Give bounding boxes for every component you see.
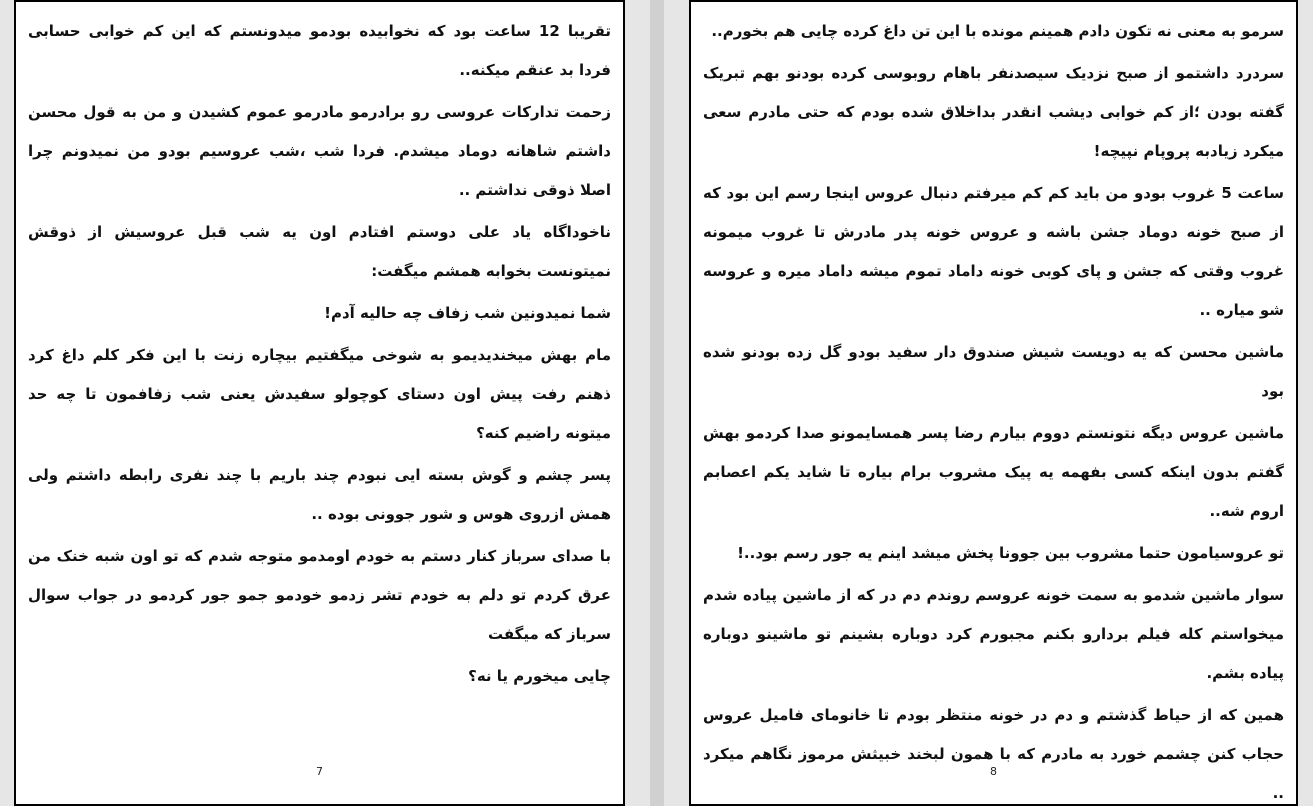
- paragraph: سوار ماشین شدمو به سمت خونه عروسم روندم دم در که از ماشین پیاده شدم میخواستم کله فیلم بردارو بکنم مجبورم کرد دوباره بشینم تو ماشینو دوباره پیاده بشم.: [703, 586, 1284, 682]
- page-7: [14, 0, 625, 806]
- paragraph: تو عروسیامون حتما مشروب بین جوونا پخش میشد اینم یه جور رسم بود..!: [737, 544, 1284, 562]
- paragraph: با صدای سرباز کنار دستم به خودم اومدمو متوجه شدم که تو اون شبه خنک من عرق کردم تو دلم به خودم تشر زدمو خودمو جمو جور کردمو در جواب سوال سرباز که میگفت: [28, 547, 611, 643]
- page-number: 8: [990, 765, 997, 778]
- paragraph: سرمو به معنی نه تکون دادم همینم مونده با این تن داغ کرده چایی هم بخورم..: [711, 22, 1284, 40]
- page-text: [703, 12, 1284, 806]
- page-text: [28, 12, 611, 696]
- paragraph: ماشین عروس دیگه نتونستم دووم بیارم رضا پسر همسایمونو صدا کردمو بهش گفتم بدون اینکه کسی بفهمه یه پیک مشروب برام بیاره تا شاید یکم اعصابم اروم شه..: [703, 424, 1284, 520]
- paragraph: چایی میخورم یا نه؟: [468, 667, 611, 685]
- paragraph: تقریبا 12 ساعت بود که نخوابیده بودمو میدونستم که این کم خوابی حسابی فردا بد عنقم میکنه..: [28, 22, 611, 79]
- page-8: [689, 0, 1298, 806]
- paragraph: ناخوداگاه یاد علی دوستم افتادم اون یه شب قبل عروسیش از ذوقش نمیتونست بخوابه همشم میگفت:: [28, 223, 611, 280]
- page-separator: [650, 0, 664, 806]
- paragraph: پسر چشم و گوش بسته ایی نبودم چند باریم با چند نفری رابطه داشتم ولی همش ازروی هوس و شور جوونی بوده ..: [28, 466, 611, 523]
- paragraph: شما نمیدونین شب زفاف چه حالیه آدم!: [324, 304, 611, 322]
- paragraph: همین که از حیاط گذشتم و دم در خونه منتظر بودم تا خانومای فامیل عروس حجاب کنن چشمم خورد به مادرم که با همون لبخند خبیثش مرموز نگاهم میکرد ..: [703, 706, 1284, 802]
- page-number: 7: [316, 765, 323, 778]
- paragraph: زحمت تدارکات عروسی رو برادرمو مادرمو عموم کشیدن و من به قول محسن داشتم شاهانه دوماد میشدم. فردا شب ،شب عروسیم بودو من نمیدونم چرا اصلا ذوقی نداشتم ..: [28, 103, 611, 199]
- paragraph: سردرد داشتمو از صبح نزدیک سیصدنفر باهام روبوسی کرده بودنو بهم تبریک گفته بودن ؛از کم خوابی دیشب انقدر بداخلاق شده بودم که حتی مادرم سعی میکرد زیادبه پروپام نپیچه!: [703, 64, 1284, 160]
- paragraph: مام بهش میخندیدیمو به شوخی میگفتیم بیچاره زنت با این فکر کلم داغ کرد ذهنم رفت پیش اون دستای کوچولو سفیدش یعنی شب زفافمون تا چه حد میتونه راضیم کنه؟: [28, 346, 611, 442]
- paragraph: ماشین محسن که یه دویست شیش صندوق دار سفید بودو گل زده بودنو شده بود: [703, 343, 1284, 400]
- paragraph: ساعت 5 غروب بودو من باید کم کم میرفتم دنبال عروس اینجا رسم این بود که از صبح خونه دوماد جشن باشه و عروس خونه پدر مادرش تا غروب میمونه غروب وقتی که جشن و پای کوبی خونه داماد تموم میشه داماد میره و عروسه شو میاره ..: [703, 184, 1284, 319]
